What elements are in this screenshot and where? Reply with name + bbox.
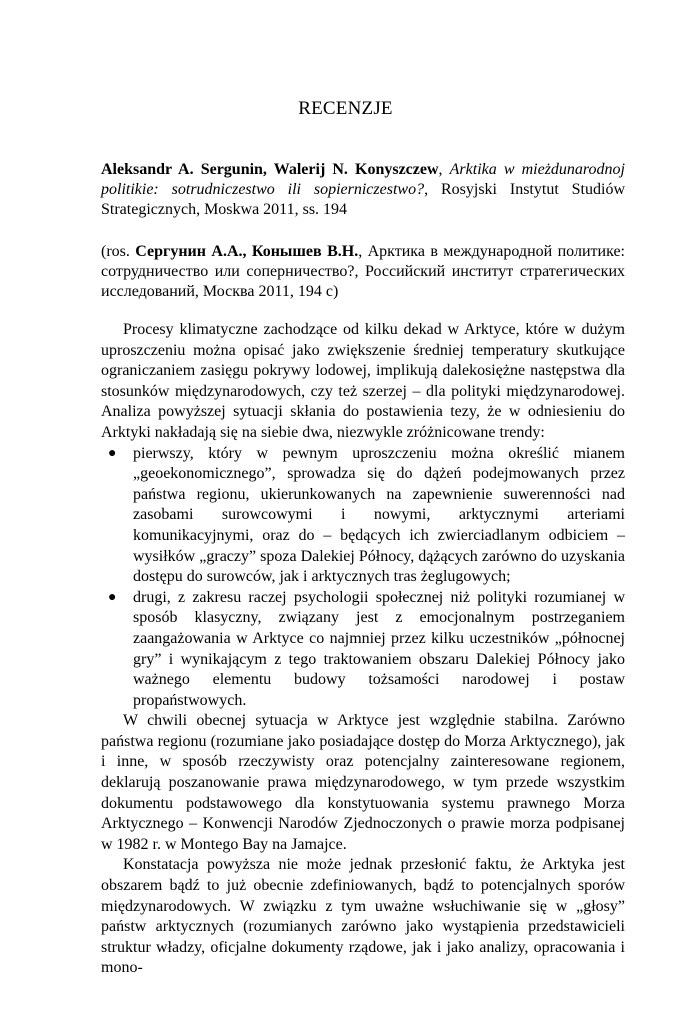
reference-authors: Aleksandr A. Sergunin, Walerij N. Konyszczew [101, 161, 439, 178]
paragraph-intro: Procesy klimatyczne zachodzące od kilku dekad w Arktyce, które w dużym uproszczeniu można opisać jako zwiększenie średniej temperatury skutkujące ograniczaniem zasięgu pokrywy lodowej, implikują dalekosiężne następstwa dla stosunków międzynarodowych, czy też szerzej – dla polityki międzynarodowej. Analiza powyższej sytuacji skłania do postawienia tezy, że w odniesieniu do Arktyki nakładają się na siebie dwa, niezwykle zróżnicowane trendy: [101, 321, 625, 441]
reference-ru-prefix: (ros. [101, 243, 136, 260]
reference-ru-rest: , Арктика в международной политике: сотрудничество или соперничество?, Российский институт стратегических исследований, Москва 2011, 194 с) [101, 243, 625, 300]
section-heading: RECENZJE [298, 98, 393, 119]
reference-polish [101, 160, 625, 220]
paragraph-2: W chwili obecnej sytuacja w Arktyce jest względnie stabilna. Zarówno państwa regionu (rozumiane jako posiadające dostęp do Morza Arktycznego), jak i inne, w sposób rzeczywisty oraz potencjalny zainteresowane regionem, deklarują poszanowanie prawa międzynarodowego, w tym przede wszystkim dokumentu podstawowego dla konstytuowania systemu prawnego Morza Arktycznego – Konwencji Narodów Zjednoczonych o prawie morza podpisanej w 1982 r. w Montego Bay na Jamajce. [101, 712, 625, 853]
bullet-icon: ● [108, 589, 117, 605]
list-item-text: pierwszy, który w pewnym uproszczeniu można określić mianem „geoekonomicznego”, sprowadza się do dążeń podejmowanych przez państwa regionu, ukierunkowanych na zapewnienie suwerenności nad zasobami surowcowymi i nowymi, arktycznymi arteriami komunikacyjnymi, oraz do – będących ich zwierciadlanym odbiciem – wysiłków „graczy” spoza Dalekiej Północy, dążących zarówno do uzyskania dostępu do surowców, jak i arktycznych tras żeglugowych; [133, 444, 625, 586]
list-item [108, 444, 625, 588]
paragraph-3: Konstatacja powyższa nie może jednak przesłonić faktu, że Arktyka jest obszarem bądź to już obecnie zdefiniowanych, bądź to potencjalnych sporów międzynarodowych. W związku z tym uważne wsłuchiwanie się w „głosy” państw arktycznych (rozumianych zarówno jako wystąpienia przedstawicieli struktur władzy, oficjalne dokumenty rządowe, jak i jako analizy, opracowania i mono- [101, 856, 625, 977]
list-item-text: drugi, z zakresu raczej psychologii społecznej niż polityki rozumianej w sposób klasyczny, związany jest z emocjonalnym postrzeganiem zaangażowania w Arktyce co najmniej przez kilku uczestników „północnej gry” i wynikającym z tego traktowaniem obszaru Dalekiej Północy jako ważnego elementu budowy tożsamości narodowej i postaw propaństwowych. [133, 588, 625, 709]
reference-russian [101, 242, 625, 302]
list-item [108, 588, 625, 712]
reference-ru-authors: Сергунин А.А., Конышев В.Н. [135, 243, 359, 260]
bullet-icon: ● [108, 445, 117, 461]
reference-publisher: , Rosyjski Instytut Studiów Strategicznych, Moskwa 2011, ss. 194 [101, 181, 626, 218]
trend-list [101, 444, 625, 712]
reference-title: Arktika w mieżdunarodnoj politikie: sotrudniczestwo ili sopierniczestwo? [101, 161, 625, 198]
review-body [101, 320, 625, 979]
reference-separator: , [438, 161, 450, 178]
